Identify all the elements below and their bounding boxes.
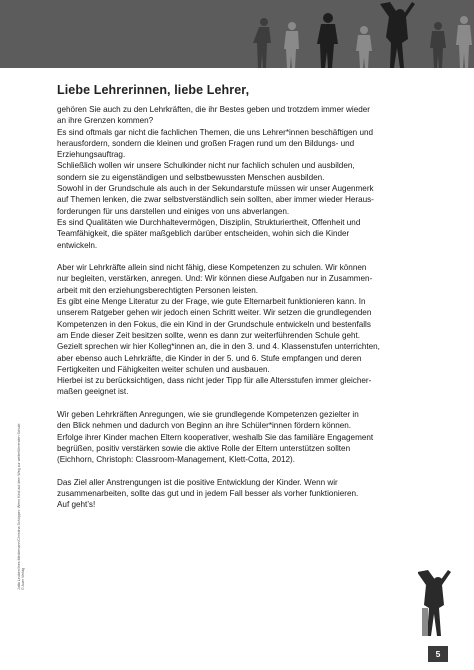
text-line: Auf geht’s! bbox=[57, 500, 96, 510]
text-line: Wir geben Lehrkräften Anregungen, wie sie grundlegende Kompetenzen gezielter in bbox=[57, 410, 359, 420]
side-credit-text bbox=[17, 424, 25, 590]
copyright-line: © Auer Verlag bbox=[21, 567, 26, 590]
text-line: Aber wir Lehrkräfte allein sind nicht fähig, diese Kompetenzen zu schulen. Wir können bbox=[57, 263, 367, 273]
text-line: sondern sie zu eigenständigen und selbstbewussten Menschen ausbilden. bbox=[57, 172, 325, 182]
paragraph bbox=[57, 477, 437, 511]
text-line: arbeit mit den erziehungsberechtigten Personen leisten. bbox=[57, 285, 258, 295]
paragraph bbox=[57, 409, 437, 465]
text-line: maßen geeignet ist. bbox=[57, 387, 129, 397]
text-line: herausfordern, sondern die kleinen und großen Fragen rund um den Bildungs- und bbox=[57, 138, 355, 148]
text-line: Es sind oftmals gar nicht die fachlichen Themen, die uns Lehrer*innen beschäftigen und bbox=[57, 127, 374, 137]
text-line: (Eichhorn, Christoph: Classroom-Management, Klett-Cotta, 2012). bbox=[57, 455, 295, 465]
text-line: Erfolge ihrer Kinder machen Eltern kooperativer, weshalb Sie das familiäre Engagement bbox=[57, 432, 374, 442]
text-line: aber ebenso auch Lehrkräfte, die Kinder in der 5. und 6. Stufe empfangen und deren bbox=[57, 353, 362, 363]
text-line: Es sind Qualitäten wie Durchhaltevermögen, Disziplin, Strukturiertheit, Offenheit und bbox=[57, 217, 361, 227]
children-silhouettes-illustration bbox=[250, 0, 474, 68]
text-line: Gezielt sprechen wir hier Kolleg*innen an, die in den 3. und 4. Klassenstufen unterrichten, bbox=[57, 342, 380, 352]
text-line: den Blick nehmen und dadurch von Beginn an ihre Schüler*innen fördern können. bbox=[57, 421, 352, 431]
text-line: gehören Sie auch zu den Lehrkräften, die ihr Bestes geben und trotzdem immer wieder bbox=[57, 105, 370, 114]
text-line: zusammenarbeiten, sollte das gut und in jedem Fall besser als vorher funktionieren. bbox=[57, 489, 359, 499]
text-line: Kompetenzen in den Fokus, die ein Kind in der Grundschule entwickeln und bestenfalls bbox=[57, 319, 371, 329]
text-line: forderungen für uns darstellen und einiges von uns abverlangen. bbox=[57, 206, 290, 216]
paragraph bbox=[57, 104, 437, 251]
text-line: entwickeln. bbox=[57, 240, 98, 250]
text-line: nur begleiten, verstärken, anregen. Und: Wir können diese Aufgaben nur in Zusammen- bbox=[57, 274, 373, 284]
text-line: am Ende dieser Zeit besitzen sollte, wenn es dann zur weiterführenden Schule geht. bbox=[57, 330, 361, 340]
text-line: Fertigkeiten und Fähigkeiten weiter schulen und ausbauen. bbox=[57, 364, 270, 374]
page-title: Liebe Lehrerinnen, liebe Lehrer, bbox=[57, 83, 250, 97]
paragraph bbox=[57, 262, 437, 398]
text-line: Hierbei ist zu berücksichtigen, dass nicht jeder Tipp für alle Altersstufen immer gleicher- bbox=[57, 376, 372, 386]
text-line: an ihre Grenzen kommen? bbox=[57, 116, 154, 126]
text-line: Das Ziel aller Anstrengungen ist die positive Entwicklung der Kinder. Wenn wir bbox=[57, 477, 338, 487]
text-line: begrüßen, positiv verstärken sowie die aktive Rolle der Eltern unterstützen sollten bbox=[57, 443, 351, 453]
text-line: Teamfähigkeit, die später maßgeblich darüber entscheiden, wohin sich die Kinder bbox=[57, 229, 350, 239]
student-silhouette-illustration bbox=[418, 568, 458, 638]
credit-line: Jutta Leuben/Ines Mindemann/Christina Schöpper: Wenn Kind auf dem Weg zur weiterführenden Schule bbox=[17, 423, 21, 590]
text-line: Schließlich wollen wir unsere Schulkinder nicht nur fachlich schulen und ausbilden, bbox=[57, 161, 355, 171]
body-text bbox=[57, 104, 437, 511]
text-line: auf Themen lenken, die zwar selbstverständlich sein sollten, aber immer wieder Heraus- bbox=[57, 195, 374, 205]
text-line: unserem Ratgeber gehen wir jedoch einen Schritt weiter. Wir setzen die grundlegenden bbox=[57, 308, 372, 318]
page-number: 5 bbox=[428, 646, 448, 662]
text-line: Sowohl in der Grundschule als auch in der Sekundarstufe müssen wir unser Augenmerk bbox=[57, 184, 374, 194]
text-line: Es gibt eine Menge Literatur zu der Frage, wie gute Elternarbeit funktionieren kann. In bbox=[57, 297, 366, 307]
text-line: Erziehungsauftrag. bbox=[57, 150, 126, 160]
